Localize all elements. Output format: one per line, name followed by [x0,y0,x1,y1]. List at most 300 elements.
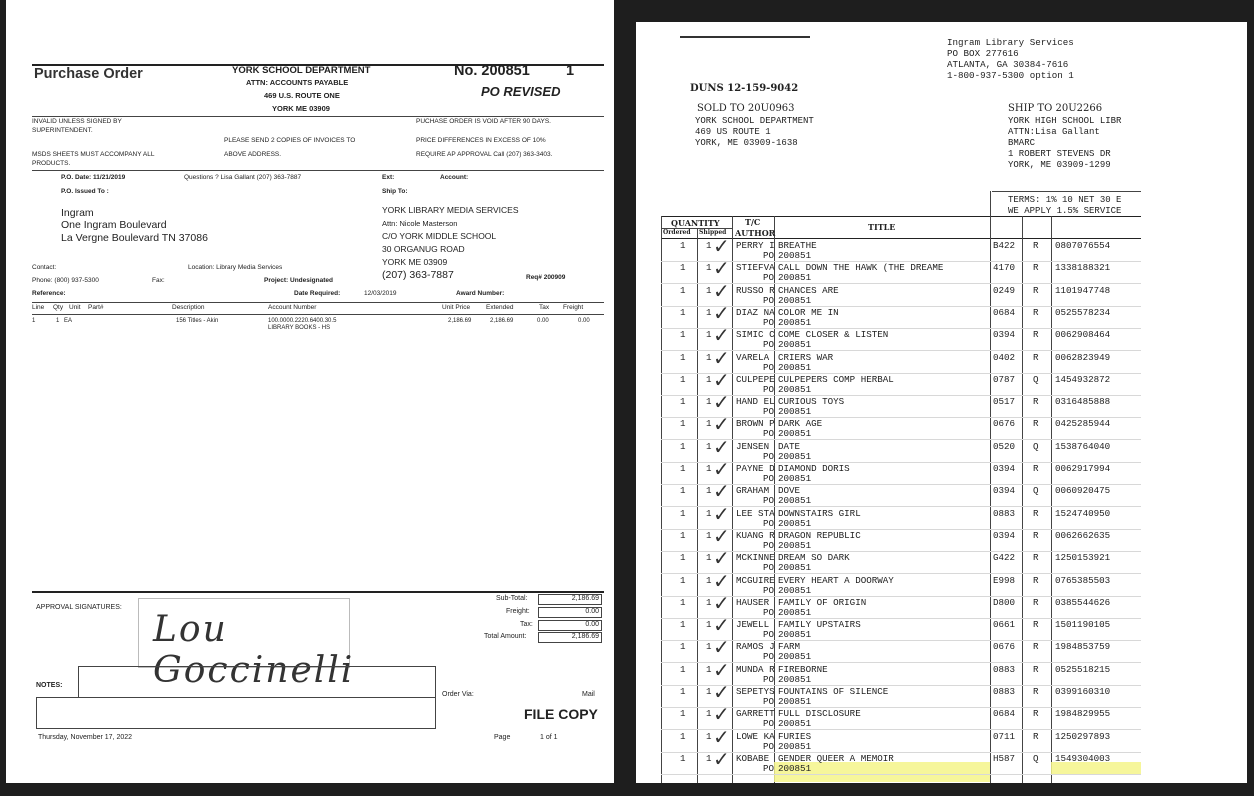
row-ordered: 1 [680,262,686,274]
contact-label: Contact: [32,264,57,271]
row-po-label: PO [763,651,775,663]
shipped-check: ✓ [713,657,730,682]
row-po-number: 200851 [778,383,812,395]
shipped-check: ✓ [713,746,730,771]
row-code: 0394 [993,485,1016,497]
freight-label: Freight: [506,608,530,615]
tax-box [538,620,602,631]
row-shipped: 1 [706,507,712,519]
department-name: YORK SCHOOL DEPARTMENT [232,65,371,76]
terms-rule [992,191,1141,192]
notice-invoices-2: ABOVE ADDRESS. [224,151,282,158]
ship-line-1: YORK LIBRARY MEDIA SERVICES [382,205,519,215]
row-isbn: 1984829955 [1055,708,1111,720]
row-shipped: 1 [706,619,712,631]
row-type: R [1033,351,1039,363]
row-shipped: 1 [706,306,712,318]
row-ordered: 1 [680,329,686,341]
frame-divider [614,0,636,796]
shipped-check: ✓ [713,300,730,325]
row-author: MUNDA R [736,663,775,675]
col-part: Part# [88,304,104,311]
shipped-check: ✓ [713,724,730,749]
row-code: H587 [993,752,1016,764]
row-type: Q [1033,485,1039,497]
row-po-label: PO [763,584,775,596]
row-shipped: 1 [706,596,712,608]
phone-label: Phone: (800) 937-5300 [32,277,99,284]
row-title: DARK AGE [778,418,823,430]
footer-date: Thursday, November 17, 2022 [38,734,133,741]
sold-to-line-1: YORK SCHOOL DEPARTMENT [695,116,814,126]
row-po-label: PO [763,539,775,551]
duns-number: DUNS 12-159-9042 [690,83,799,94]
notice-rule-top [32,116,604,117]
po-status: PO REVISED [481,84,561,99]
row-po-number: 200851 [778,673,812,685]
questions-contact: Questions ? Lisa Gallant (207) 363-7887 [184,174,302,181]
subtotal-value: 2,186.69 [571,595,599,602]
ship-line-3: C/O YORK MIDDLE SCHOOL [382,231,497,241]
row-ordered: 1 [680,686,686,697]
shipped-check: ✓ [713,523,730,548]
row-tax: 0.00 [537,318,549,324]
row-code: 0676 [993,418,1016,430]
row-ordered: 1 [680,351,686,363]
row-po-label: PO [763,361,775,373]
table-header-rule [661,238,1141,239]
department-addr2: YORK ME 03909 [272,104,330,113]
notice-rule-bottom [32,170,604,171]
row-isbn: 1984853759 [1055,641,1111,653]
row-shipped: 1 [706,440,712,452]
row-shipped: 1 [706,396,712,408]
row-type: R [1033,418,1039,430]
header-ordered: Ordered [663,229,691,236]
shipped-check: ✓ [713,457,730,481]
row-shipped: 1 [706,686,712,697]
row-code: 0684 [993,306,1016,318]
row-account-desc: LIBRARY BOOKS - HS [268,325,331,331]
vendor-line-3: ATLANTA, GA 30384-7616 [947,59,1069,70]
row-title: FIREBORNE [778,663,828,675]
row-ordered: 1 [680,485,686,497]
col-unit-price: Unit Price [442,304,471,311]
freight-value: 0.00 [585,608,599,615]
row-title: CRIERS WAR [778,351,834,363]
row-title: CALL DOWN THE HAWK (THE DREAME [778,262,944,274]
total-value: 2,186.69 [571,633,599,640]
row-po-number: 200851 [778,762,812,774]
row-isbn: 0062917994 [1055,463,1111,474]
row-po-label: PO [763,250,775,261]
row-po-label: PO [763,696,775,707]
ship-line-2: Attn: Nicole Masterson [382,219,458,228]
row-po-label: PO [763,450,775,462]
notice-price-1: PRICE DIFFERENCES IN EXCESS OF 10% [416,137,546,144]
row-ordered: 1 [680,663,686,675]
account-label: Account: [440,174,469,181]
row-author: JEWELL [736,619,770,631]
row-author: VARELA [736,351,770,363]
req-number: Req# 200909 [526,274,566,281]
row-title: DOWNSTAIRS GIRL [778,507,861,519]
row-po-number: 200851 [778,339,812,351]
row-author: RUSSO R [736,284,775,296]
row-title: CURIOUS TOYS [778,396,845,408]
row-po-number: 200851 [778,629,812,641]
notice-signed-1: INVALID UNLESS SIGNED BY [32,118,122,125]
sold-to-line-2: 469 US ROUTE 1 [695,127,771,137]
row-shipped: 1 [706,663,712,675]
row-ordered: 1 [680,641,686,653]
frame-top-right [636,0,1247,22]
row-title: FURIES [778,730,812,742]
row-type: R [1033,708,1039,720]
vendor-line-1: Ingram Library Services [947,37,1074,48]
row-po-number: 200851 [778,406,812,418]
row-title: FULL DISCLOSURE [778,708,861,720]
row-po-label: PO [763,294,775,306]
row-po-number: 200851 [778,428,812,440]
row-author: SEPETYS [736,686,775,697]
row-type: R [1033,686,1039,697]
notice-invoices-1: PLEASE SEND 2 COPIES OF INVOICES TO [224,137,356,144]
row-po-label: PO [763,383,775,395]
row-po-number: 200851 [778,473,812,484]
row-po-label: PO [763,495,775,507]
row-qty: 1 [56,318,60,324]
row-shipped: 1 [706,708,712,720]
ship-to-label: Ship To: [382,188,408,195]
row-po-number: 200851 [778,740,812,752]
row-shipped: 1 [706,284,712,296]
notice-void: PUCHASE ORDER IS VOID AFTER 90 DAYS. [416,118,551,125]
tax-value: 0.00 [585,621,599,628]
bottom-rule [32,591,604,593]
freight-box [538,607,602,618]
fax-label: Fax: [152,277,165,284]
row-po-label: PO [763,562,775,574]
po-copy-number: 1 [566,63,575,79]
row-po-number: 200851 [778,294,812,306]
row-ordered: 1 [680,463,686,474]
col-divider-2 [732,216,733,783]
table-rule-header [32,314,604,315]
col-divider-6 [1051,216,1052,783]
row-isbn: 0525518215 [1055,663,1111,675]
notes-label: NOTES: [36,682,63,689]
row-ordered: 1 [680,240,686,251]
shipped-check: ✓ [713,546,730,571]
ext-label: Ext: [382,174,395,181]
ship-line-5: YORK ME 03909 [382,257,448,267]
row-line: 1 [32,318,36,324]
row-shipped: 1 [706,529,712,541]
shipped-check: ✓ [713,702,730,727]
row-author: HAND EL [736,396,775,408]
row-author: KUANG R [736,529,775,541]
row-po-number: 200851 [778,562,812,574]
ship-to-label: SHIP TO 20U2266 [1008,103,1103,114]
row-code: 0661 [993,619,1016,631]
purchase-order-document [6,0,614,783]
row-author: MCKINNE [736,552,775,564]
row-code: 0517 [993,396,1016,408]
header-scan-line [680,36,810,38]
row-ordered: 1 [680,418,686,430]
shipped-check: ✓ [713,367,730,392]
shipped-check: ✓ [713,390,730,415]
row-author: MCGUIRE [736,574,775,586]
row-shipped: 1 [706,552,712,564]
table-rule-top [32,302,604,303]
row-shipped: 1 [706,574,712,586]
row-shipped: 1 [706,262,712,274]
shipped-check: ✓ [713,680,730,704]
row-isbn: 1501190105 [1055,619,1111,631]
ship-to-line-5: YORK, ME 03909-1299 [1008,160,1111,170]
row-po-label: PO [763,473,775,484]
row-po-number: 200851 [778,539,812,551]
ship-phone: (207) 363-7887 [382,269,454,281]
row-isbn: 1250297893 [1055,730,1111,742]
shipped-check: ✓ [713,345,730,370]
shipped-check: ✓ [713,434,730,459]
row-author: GARRETT [736,708,775,720]
row-type: R [1033,463,1039,474]
file-copy-label: FILE COPY [524,706,598,722]
row-isbn: 0399160310 [1055,686,1111,697]
row-title: CULPEPERS COMP HERBAL [778,373,894,385]
row-po-label: PO [763,272,775,284]
vendor-city: La Vergne Boulevard TN 37086 [61,232,208,244]
row-ordered: 1 [680,730,686,742]
row-po-label: PO [763,316,775,328]
row-type: R [1033,730,1039,742]
row-po-number: 200851 [778,584,812,596]
notice-signed-2: SUPERINTENDENT. [32,127,93,134]
row-isbn: 0807076554 [1055,240,1111,251]
row-code: 0787 [993,373,1016,385]
row-code: E998 [993,574,1016,586]
row-code: G422 [993,552,1016,564]
row-shipped: 1 [706,418,712,430]
row-title: DREAM SO DARK [778,552,850,564]
row-author: HAUSER [736,596,770,608]
row-shipped: 1 [706,730,712,742]
row-type: R [1033,641,1039,653]
row-shipped: 1 [706,351,712,363]
order-via-label: Order Via: [442,691,474,698]
row-author: GRAHAM [736,485,770,497]
notice-msds-1: MSDS SHEETS MUST ACCOMPANY ALL [32,151,155,158]
row-extended: 2,186.69 [490,318,514,324]
row-po-number: 200851 [778,696,812,707]
row-title: BREATHE [778,240,817,251]
header-shipped: Shipped [699,229,727,236]
approval-signature: Lou Goccinelli [153,609,355,691]
approval-label: APPROVAL SIGNATURES: [36,604,122,611]
row-type: R [1033,663,1039,675]
notice-msds-2: PRODUCTS. [32,160,71,167]
row-code: 0684 [993,708,1016,720]
po-number: No. 200851 [454,63,530,79]
ship-line-4: 30 ORGANUG ROAD [382,244,465,254]
row-isbn: 0425285944 [1055,418,1111,430]
shipped-check: ✓ [713,234,730,258]
row-ordered: 1 [680,284,686,296]
department-addr1: 469 U.S. ROUTE ONE [264,91,340,100]
row-ordered: 1 [680,596,686,608]
award-label: Award Number: [456,290,505,297]
row-po-label: PO [763,673,775,685]
row-po-number: 200851 [778,606,812,618]
row-code: 0394 [993,529,1016,541]
row-title: DIAMOND DORIS [778,463,850,474]
row-isbn: 0060920475 [1055,485,1111,497]
row-divider [661,774,1141,775]
table-top-rule [661,216,1141,217]
col-account: Account Number [268,304,317,311]
row-account: 100.0000.2220.6400.30.5 [268,318,337,324]
ship-to-line-1: YORK HIGH SCHOOL LIBR [1008,116,1122,126]
row-isbn: 0062908464 [1055,329,1111,341]
row-code: 0394 [993,463,1016,474]
row-type: R [1033,596,1039,608]
row-po-label: PO [763,406,775,418]
row-author: KOBABE [736,752,770,764]
row-code: 0520 [993,440,1016,452]
row-ordered: 1 [680,574,686,586]
row-isbn: 1101947748 [1055,284,1111,296]
row-isbn: 1538764040 [1055,440,1111,452]
row-ordered: 1 [680,396,686,408]
row-title: DRAGON REPUBLIC [778,529,861,541]
total-box [538,632,602,643]
col-tax: Tax [539,304,550,311]
row-unit: EA [64,318,73,324]
row-type: R [1033,507,1039,519]
row-po-label: PO [763,762,775,774]
row-code: 0883 [993,507,1016,519]
row-title: CHANCES ARE [778,284,839,296]
row-type: R [1033,262,1039,274]
row-shipped: 1 [706,485,712,497]
shipped-check: ✓ [713,323,730,348]
ship-to-line-4: 1 ROBERT STEVENS DR [1008,149,1111,159]
location-label: Location: Library Media Services [188,264,283,271]
col-divider-5 [1022,216,1023,783]
row-freight: 0.00 [578,318,590,324]
ship-to-line-3: BMARC [1008,138,1036,148]
row-po-number: 200851 [778,361,812,373]
row-isbn: 1454932872 [1055,373,1111,385]
row-title: EVERY HEART A DOORWAY [778,574,894,586]
row-author: LOWE KA [736,730,775,742]
row-type: Q [1033,752,1039,764]
sold-to-line-3: YORK, ME 03909-1638 [695,138,798,148]
row-code: 0249 [993,284,1016,296]
ship-to-line-2: ATTN:Lisa Gallant [1008,127,1100,137]
row-type: R [1033,619,1039,631]
po-title: Purchase Order [34,66,143,82]
row-po-label: PO [763,517,775,529]
row-type: Q [1033,373,1039,385]
row-isbn: 1338188321 [1055,262,1111,274]
row-po-label: PO [763,629,775,641]
total-label: Total Amount: [484,633,527,640]
row-title: COME CLOSER & LISTEN [778,329,889,341]
row-code: 0394 [993,329,1016,341]
shipped-check: ✓ [713,278,730,303]
row-code: D800 [993,596,1016,608]
row-isbn: 1250153921 [1055,552,1111,564]
row-code: 4170 [993,262,1016,274]
notice-price-2: REQUIRE AP APPROVAL Call (207) 363-3403. [416,151,553,158]
signature-box [138,598,355,691]
notes-box-top [78,666,436,698]
row-author: BROWN P [736,418,775,430]
row-title: GENDER QUEER A MEMOIR [778,752,894,764]
col-extended: Extended [486,304,514,311]
row-po-number: 200851 [778,517,812,529]
row-isbn: 0062823949 [1055,351,1111,363]
row-po-label: PO [763,740,775,752]
row-description: 156 Titles - Akin [176,318,219,324]
row-isbn: 1549304003 [1055,752,1111,764]
terms-line-2: WE APPLY 1.5% SERVICE [1008,206,1122,216]
vendor-line-2: PO BOX 277616 [947,48,1019,59]
row-code: 0402 [993,351,1016,363]
header-quantity: QUANTITY [671,218,720,228]
row-code: 0711 [993,730,1016,742]
header-title: TITLE [868,222,896,232]
tax-label: Tax: [520,621,533,628]
row-author: CULPEPE [736,373,775,385]
row-po-number: 200851 [778,495,812,507]
shipped-check: ✓ [713,256,730,281]
col-freight: Freight [563,304,584,311]
reference-label: Reference: [32,290,66,297]
department-attn: ATTN: ACCOUNTS PAYABLE [246,78,349,87]
terms-line-1: TERMS: 1% 10 NET 30 E [1008,195,1122,205]
row-type: R [1033,529,1039,541]
row-type: R [1033,552,1039,564]
col-description: Description [172,304,205,311]
row-author: JENSEN [736,440,770,452]
frame-right [1247,0,1254,796]
row-author: DIAZ NA [736,306,775,318]
row-isbn: 1524740950 [1055,507,1111,519]
col-line: Line [32,304,45,311]
row-po-number: 200851 [778,316,812,328]
vendor-name: Ingram [61,207,94,219]
row-title: FARM [778,641,801,653]
shipped-check: ✓ [713,501,730,526]
row-code: 0676 [993,641,1016,653]
order-via-value: Mail [582,691,595,698]
row-ordered: 1 [680,440,686,452]
row-type: R [1033,284,1039,296]
row-po-number: 200851 [778,250,812,261]
row-code: 0883 [993,686,1016,697]
row-ordered: 1 [680,619,686,631]
row-po-number: 200851 [778,272,812,284]
row-author: LEE STA [736,507,775,519]
row-ordered: 1 [680,529,686,541]
row-type: R [1033,306,1039,318]
